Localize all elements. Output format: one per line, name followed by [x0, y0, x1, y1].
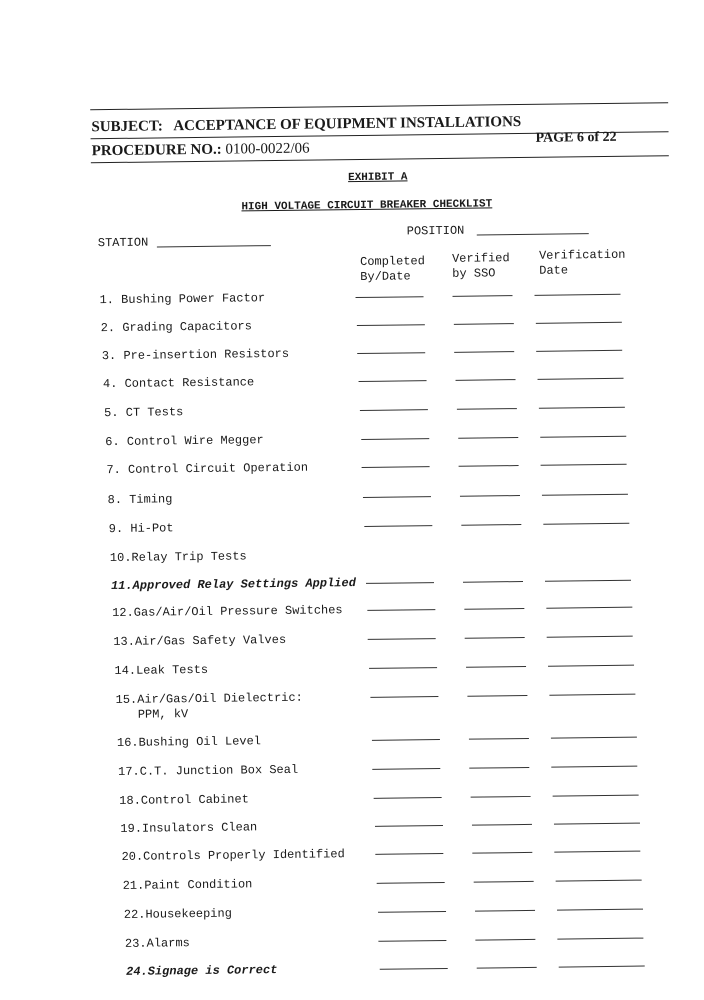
- verification-date-line[interactable]: [550, 737, 636, 739]
- checklist-item-label: 5. CT Tests: [104, 405, 184, 421]
- verified-signature-line[interactable]: [457, 408, 517, 410]
- completed-signature-line[interactable]: [378, 911, 446, 913]
- page-number: PAGE 6 of 22: [535, 129, 617, 146]
- checklist-item-label: 10.Relay Trip Tests: [109, 549, 247, 566]
- verified-signature-line[interactable]: [461, 524, 521, 526]
- checklist-item-label: 17.C.T. Junction Box Seal: [118, 762, 299, 779]
- col-verification-line1: Verification: [538, 247, 626, 263]
- checklist-item-label: 15.Air/Gas/Oil Dielectric:: [115, 690, 303, 708]
- verified-signature-line[interactable]: [471, 796, 531, 798]
- verified-signature-line[interactable]: [459, 465, 519, 467]
- completed-signature-line[interactable]: [380, 968, 448, 970]
- verification-date-line[interactable]: [557, 909, 643, 911]
- completed-signature-line[interactable]: [357, 324, 425, 326]
- verification-date-line[interactable]: [548, 665, 634, 667]
- completed-signature-line[interactable]: [370, 696, 438, 698]
- col-verification-header: [539, 248, 626, 279]
- completed-signature-line[interactable]: [362, 466, 430, 468]
- col-completed-line2: By/Date: [360, 269, 411, 284]
- checklist-item-label: 14.Leak Tests: [114, 662, 209, 679]
- verified-signature-line[interactable]: [464, 608, 524, 610]
- checklist-item-label: 24.Signage is Correct: [126, 963, 278, 979]
- completed-signature-line[interactable]: [359, 380, 427, 382]
- completed-signature-line[interactable]: [371, 739, 439, 741]
- station-label: STATION: [97, 235, 149, 251]
- checklist-item-label: 18.Control Cabinet: [119, 792, 249, 808]
- completed-signature-line[interactable]: [376, 853, 444, 855]
- completed-signature-line[interactable]: [367, 609, 435, 611]
- verification-date-line[interactable]: [545, 580, 631, 582]
- checklist-item-label: 12.Gas/Air/Oil Pressure Switches: [112, 603, 343, 621]
- col-verified-line1: Verified: [451, 251, 510, 266]
- station-field-line: [157, 245, 271, 247]
- verified-signature-line[interactable]: [453, 295, 513, 297]
- verified-signature-line[interactable]: [458, 437, 518, 439]
- verification-date-line[interactable]: [559, 966, 645, 968]
- completed-signature-line[interactable]: [372, 768, 440, 770]
- checklist-item-label: 8. Timing: [107, 492, 173, 508]
- verified-signature-line[interactable]: [468, 738, 528, 740]
- procedure-label: PROCEDURE NO.:: [91, 141, 222, 160]
- checklist-item-label: 23.Alarms: [124, 936, 190, 951]
- verification-date-line[interactable]: [540, 436, 626, 438]
- completed-signature-line[interactable]: [363, 496, 431, 498]
- verified-signature-line[interactable]: [477, 967, 537, 969]
- verification-date-line[interactable]: [555, 851, 641, 853]
- verified-signature-line[interactable]: [467, 695, 527, 697]
- completed-signature-line[interactable]: [368, 638, 436, 640]
- verification-date-line[interactable]: [536, 322, 622, 324]
- verified-signature-line[interactable]: [465, 637, 525, 639]
- checklist-item-label: 11.Approved Relay Settings Applied: [110, 576, 356, 594]
- verified-signature-line[interactable]: [463, 581, 523, 583]
- verified-signature-line[interactable]: [476, 939, 536, 941]
- verified-signature-line[interactable]: [472, 824, 532, 826]
- completed-signature-line[interactable]: [361, 438, 429, 440]
- verification-date-line[interactable]: [553, 795, 639, 797]
- verified-signature-line[interactable]: [473, 852, 533, 854]
- completed-signature-line[interactable]: [364, 525, 432, 527]
- checklist-item-label: 9. Hi-Pot: [108, 521, 174, 537]
- verification-date-line[interactable]: [551, 766, 637, 768]
- completed-signature-line[interactable]: [375, 825, 443, 827]
- col-completed-line1: Completed: [360, 254, 425, 269]
- verification-date-line[interactable]: [538, 378, 624, 380]
- subject-value: ACCEPTANCE OF EQUIPMENT INSTALLATIONS: [173, 114, 522, 135]
- col-verified-header: [452, 251, 510, 282]
- completed-signature-line[interactable]: [366, 582, 434, 584]
- verified-signature-line[interactable]: [469, 767, 529, 769]
- checklist-item-label: 2. Grading Capacitors: [100, 319, 252, 336]
- verified-signature-line[interactable]: [460, 495, 520, 497]
- verification-date-line[interactable]: [542, 494, 628, 496]
- verified-signature-line[interactable]: [454, 323, 514, 325]
- checklist-item-sublabel: PPM, kV: [137, 707, 189, 722]
- verified-signature-line[interactable]: [475, 910, 535, 912]
- checklist-item-label: 3. Pre-insertion Resistors: [101, 346, 290, 364]
- completed-signature-line[interactable]: [358, 352, 426, 354]
- verification-date-line[interactable]: [558, 938, 644, 940]
- completed-signature-line[interactable]: [379, 940, 447, 942]
- verified-signature-line[interactable]: [466, 666, 526, 668]
- verified-signature-line[interactable]: [474, 881, 534, 883]
- verification-date-line[interactable]: [546, 607, 632, 609]
- checklist-item-label: 4. Contact Resistance: [102, 375, 255, 392]
- procedure-number: 0100-0022/06: [225, 140, 310, 158]
- verification-date-line[interactable]: [549, 694, 635, 696]
- checklist-item-label: 13.Air/Gas Safety Valves: [113, 632, 287, 650]
- checklist-item-label: 7. Control Circuit Operation: [106, 460, 309, 478]
- verification-date-line[interactable]: [554, 823, 640, 825]
- subject-label: SUBJECT:: [91, 118, 163, 136]
- checklist-item-label: 22.Housekeeping: [123, 906, 232, 922]
- checklist-title: HIGH VOLTAGE CIRCUIT BREAKER CHECKLIST: [241, 198, 493, 214]
- verification-date-line[interactable]: [547, 636, 633, 638]
- verified-signature-line[interactable]: [455, 351, 515, 353]
- verification-date-line[interactable]: [535, 294, 621, 296]
- checklist-item-label: 20.Controls Properly Identified: [121, 847, 345, 864]
- verification-date-line[interactable]: [537, 350, 623, 352]
- procedure-line: [92, 141, 310, 161]
- completed-signature-line[interactable]: [377, 882, 445, 884]
- checklist-item-label: 6. Control Wire Megger: [105, 433, 264, 450]
- completed-signature-line[interactable]: [360, 409, 428, 411]
- verification-date-line[interactable]: [556, 880, 642, 882]
- checklist-item-label: 21.Paint Condition: [122, 877, 253, 893]
- exhibit-label: EXHIBIT A: [347, 171, 408, 185]
- completed-signature-line[interactable]: [369, 667, 437, 669]
- position-field-line: [477, 233, 589, 235]
- col-completed-header: [360, 254, 425, 285]
- checklist-item-label: 19.Insulators Clean: [120, 820, 258, 836]
- verification-date-line[interactable]: [541, 464, 627, 466]
- verified-signature-line[interactable]: [456, 379, 516, 381]
- col-verification-line2: Date: [539, 263, 569, 278]
- checklist-item-label: 16.Bushing Oil Level: [116, 734, 262, 750]
- verification-date-line[interactable]: [543, 523, 629, 525]
- verification-date-line[interactable]: [539, 407, 625, 409]
- completed-signature-line[interactable]: [374, 797, 442, 799]
- checklist-item-label: 1. Bushing Power Factor: [99, 291, 266, 308]
- completed-signature-line[interactable]: [356, 296, 424, 298]
- position-label: POSITION: [406, 223, 465, 239]
- header-top-rule: [90, 102, 668, 110]
- col-verified-line2: by SSO: [452, 266, 496, 281]
